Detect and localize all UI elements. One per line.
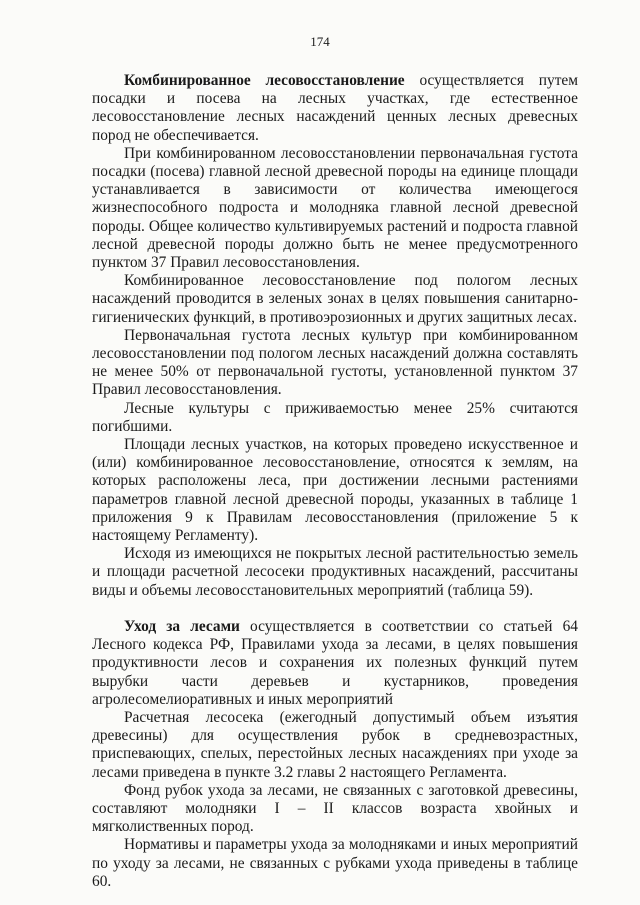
page-number: 174 (310, 34, 330, 49)
paragraph-survival-rate: Лесные культуры с приживаемостью менее 25% считаются погибшими. (92, 399, 578, 435)
document-body (92, 72, 578, 891)
term-forest-care: Уход за лесами (124, 617, 240, 635)
paragraph-care-fund: Фонд рубок ухода за лесами, не связанных с заготовкой древесины, составляют молодняки I – II классов возраста хвойных и мягколиственных пород. (92, 781, 578, 836)
paragraph-allowable-cut: Расчетная лесосека (ежегодный допустимый объем изъятия древесины) для осуществления рубок в средневозрастных, приспевающих, спелых, перестойных лесных насаждениях при уходе за лесами приведена в пункте 3.2 главы 2 настоящего Регламента. (92, 708, 578, 781)
paragraph-combined-reforestation: Комбинированное лесовосстановление осуществляется путем посадки и посева на лесных участках, где естественное лесовосстановление лесных насаждений ценных лесных древесных пород не обеспечивается. (92, 72, 578, 144)
paragraph-initial-density: При комбинированном лесовосстановлении первоначальная густота посадки (посева) главной лесной древесной породы на единице площади устанавливается в зависимости от количества имеющегося жизнеспособного подроста и молодняка главной лесной древесной породы. Общее количество культивируемых растений и подроста главной лесной древесной породы должно быть не менее предусмотренного пунктом 37 Правил лесовосстановления. (92, 144, 578, 272)
paragraph-table-60: Нормативы и параметры ухода за молодняками и иных мероприятий по уходу за лесами, не связанных с рубками ухода приведены в таблице 60. (92, 836, 578, 890)
term-combined-reforestation: Комбинированное лесовосстановление (124, 72, 405, 89)
paragraph-density-50: Первоначальная густота лесных культур при комбинированном лесовосстановлении под пологом лесных насаждений должна составлять не менее 50% от первоначальной густоты, установленной пунктом 37 Правил лесовосстановления. (92, 326, 578, 399)
paragraph-land-areas: Площади лесных участков, на которых проведено искусственное и (или) комбинированное лесовосстановление, относятся к землям, на которых расположены леса, при достижении лесными растениями параметров главной лесной древесной породы, указанных в таблице 1 приложения 9 к Правилам лесовосстановления (приложение 5 к настоящему Регламенту). (92, 436, 578, 545)
paragraph-forest-care: Уход за лесами осуществляется в соответствии со статьей 64 Лесного кодекса РФ, Правилами ухода за лесами, в целях повышения продуктивности лесов и сохранения их полезных функций путем вырубки части деревьев и кустарников, проведения агролесомелиоративных и иных мероприятий (92, 617, 578, 708)
paragraph-table-59: Исходя из имеющихся не покрытых лесной растительностью земель и площади расчетной лесосеки продуктивных насаждений, рассчитаны виды и объемы лесовосстановительных мероприятий (таблица 59). (92, 545, 578, 599)
paragraph-under-canopy: Комбинированное лесовосстановление под пологом лесных насаждений проводится в зеленых зонах в целях повышения санитарно-гигиенических функций, в противоэрозионных и других защитных лесах. (92, 272, 578, 326)
